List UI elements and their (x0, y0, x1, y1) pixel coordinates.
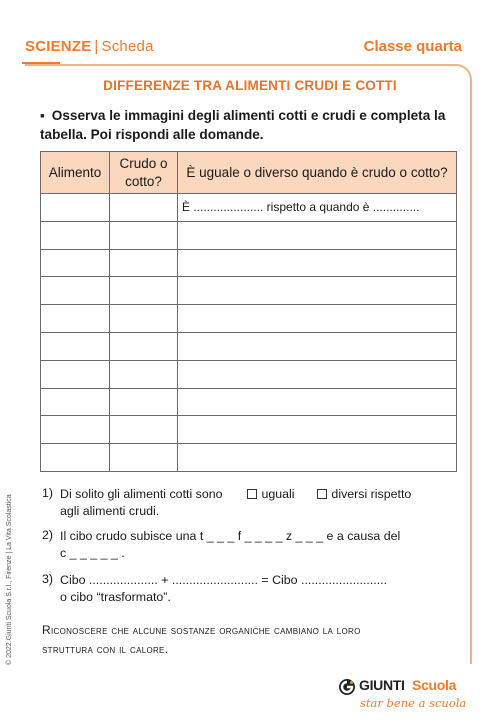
checkbox-same[interactable] (247, 489, 257, 499)
brand-name: GIUNTI (359, 677, 405, 693)
table-cell[interactable] (110, 388, 178, 416)
question-line (60, 486, 411, 503)
copyright-note: © 2022 Giunti Scuola S.r.l., Firenze | La Vita Scolastica (6, 494, 13, 665)
sheet-kind: Scheda (101, 38, 154, 55)
table-cell[interactable] (41, 249, 110, 277)
subject-label (25, 38, 154, 55)
table-cell[interactable] (178, 249, 457, 277)
table-cell[interactable] (41, 444, 110, 472)
question-line: o cibo “trasformato”. (60, 590, 171, 604)
question-text: Di solito gli alimenti cotti sono (60, 487, 223, 501)
table-row (41, 444, 457, 472)
instruction-text: Osserva le immagini degli alimenti cotti e crudi e completa la tabella. Poi rispondi alle domande. (40, 108, 446, 142)
instruction (40, 106, 460, 144)
table-cell[interactable] (41, 388, 110, 416)
learning-goal (42, 621, 442, 659)
brand-tagline: star bene a scuola (360, 696, 467, 710)
table-cell[interactable] (41, 416, 110, 444)
table-row (41, 416, 457, 444)
table-cell[interactable] (110, 360, 178, 388)
answer-table (40, 151, 457, 472)
question-line: agli alimenti crudi. (60, 504, 160, 518)
goal-line: struttura con il calore. (42, 642, 169, 656)
table-cell-hint[interactable]: È ..................... rispetto a quando è .............. (178, 194, 457, 222)
table-row (41, 221, 457, 249)
option-same-label: uguali (261, 487, 295, 501)
table-cell[interactable] (41, 221, 110, 249)
col-header-same-different: È uguale o diverso quando è crudo o cotto? (178, 152, 457, 194)
table-cell[interactable] (41, 277, 110, 305)
table-cell[interactable] (41, 194, 110, 222)
table-cell[interactable] (178, 277, 457, 305)
table-row (41, 249, 457, 277)
goal-line: Riconoscere che alcune sostanze organiche cambiano la loro (42, 623, 361, 637)
table-cell[interactable] (41, 332, 110, 360)
table-cell[interactable] (41, 360, 110, 388)
subject-name: SCIENZE (25, 38, 92, 55)
brand-name-accent: Scuola (412, 677, 457, 693)
table-cell[interactable] (110, 416, 178, 444)
table-cell[interactable] (110, 221, 178, 249)
table-cell[interactable] (178, 221, 457, 249)
table-cell[interactable] (110, 444, 178, 472)
table-cell[interactable] (178, 416, 457, 444)
table-row (41, 277, 457, 305)
table-row (41, 388, 457, 416)
table-cell[interactable] (110, 194, 178, 222)
header-separator: | (94, 38, 99, 55)
table-row (41, 194, 457, 222)
page-header (25, 38, 462, 60)
question-line[interactable]: Il cibo crudo subisce una t _ _ _ f _ _ _ _ z _ _ _ e a causa del (60, 529, 401, 543)
table-cell[interactable] (110, 249, 178, 277)
bullet-icon: ▪ (40, 108, 45, 123)
question-number: 2) (42, 528, 54, 542)
worksheet-title: DIFFERENZE TRA ALIMENTI CRUDI E COTTI (103, 78, 397, 93)
table-cell[interactable] (178, 444, 457, 472)
question-line[interactable]: c _ _ _ _ _ . (60, 546, 125, 560)
question-number: 3) (42, 572, 54, 586)
table-cell[interactable] (110, 305, 178, 333)
question-line[interactable]: Cibo .................... + ......................... = Cibo ......................... (60, 573, 388, 587)
col-header-raw-cooked: Crudo o cotto? (110, 152, 178, 194)
table-row (41, 360, 457, 388)
publisher-logo (338, 675, 468, 715)
question-body (60, 486, 411, 520)
question-body (60, 528, 400, 562)
class-label: Classe quarta (363, 38, 462, 55)
col-header-food: Alimento (41, 152, 110, 194)
table-row (41, 305, 457, 333)
checkbox-different[interactable] (317, 489, 327, 499)
table-cell[interactable] (41, 305, 110, 333)
table-cell[interactable] (178, 332, 457, 360)
table-cell[interactable] (110, 332, 178, 360)
table-row (41, 332, 457, 360)
table-cell[interactable] (178, 360, 457, 388)
table-cell[interactable] (110, 277, 178, 305)
option-different-label: diversi rispetto (331, 487, 412, 501)
table-cell[interactable] (178, 388, 457, 416)
table-cell[interactable] (178, 305, 457, 333)
giunti-logo-icon (338, 678, 356, 696)
question-body (60, 572, 387, 606)
question-number: 1) (42, 486, 54, 500)
